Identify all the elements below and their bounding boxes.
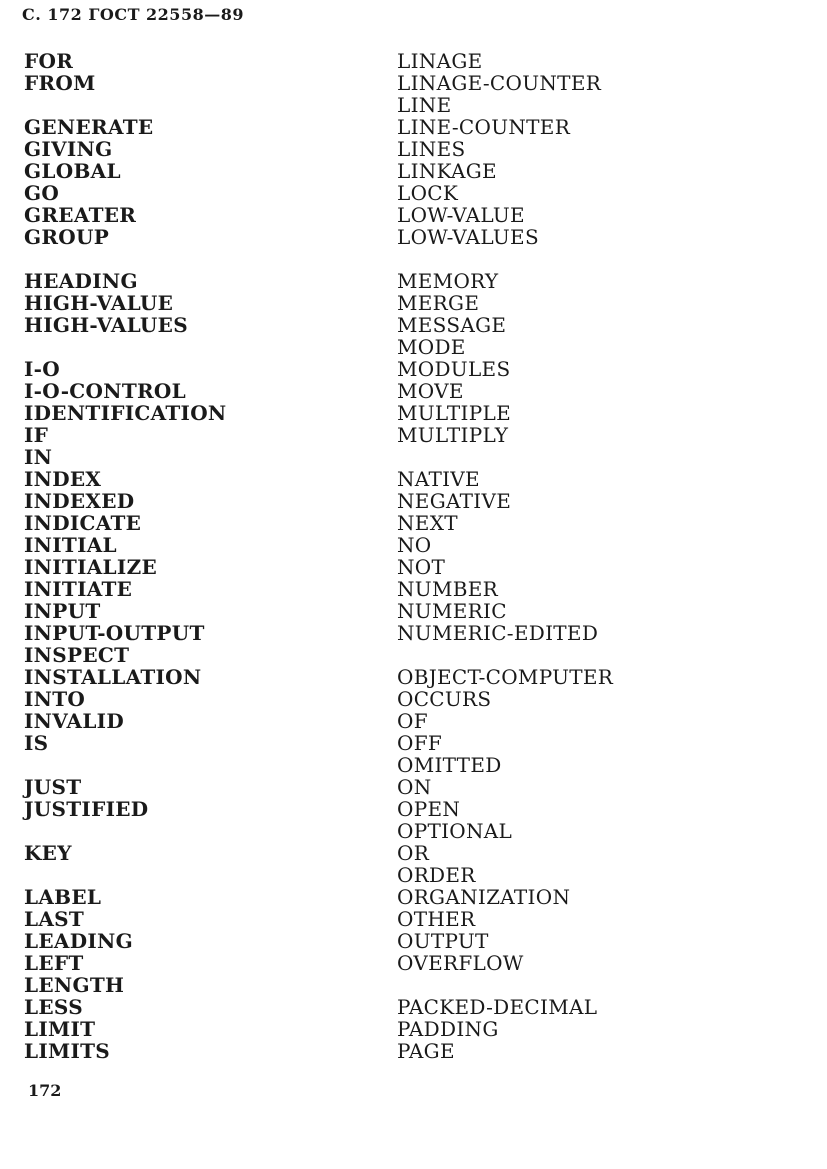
- reserved-word: KEY: [24, 841, 72, 865]
- reserved-word: INTO: [24, 687, 86, 711]
- reserved-word: PADDING: [397, 1017, 499, 1041]
- reserved-word: ON: [397, 775, 432, 799]
- reserved-word: NO: [397, 533, 432, 557]
- section-gap: [24, 754, 364, 776]
- reserved-word: LOW-VALUE: [397, 203, 525, 227]
- reserved-word: MODE: [397, 335, 466, 359]
- reserved-word: OPTIONAL: [397, 819, 513, 843]
- reserved-word: MERGE: [397, 291, 480, 315]
- reserved-word: OPEN: [397, 797, 461, 821]
- reserved-word: MEMORY: [397, 269, 499, 293]
- page-number: 172: [28, 1081, 62, 1100]
- section-gap: [397, 446, 817, 468]
- reserved-word: I-O: [24, 357, 60, 381]
- reserved-word: HEADING: [24, 269, 138, 293]
- reserved-word: LINES: [397, 137, 466, 161]
- reserved-word: IN: [24, 445, 53, 469]
- reserved-word: NEGATIVE: [397, 489, 512, 513]
- reserved-word: GROUP: [24, 225, 110, 249]
- reserved-word: INITIALIZE: [24, 555, 158, 579]
- reserved-word: INVALID: [24, 709, 124, 733]
- reserved-word: LOCK: [397, 181, 459, 205]
- reserved-word: OF: [397, 709, 428, 733]
- reserved-word: IF: [24, 423, 49, 447]
- reserved-word: JUST: [24, 775, 82, 799]
- reserved-word: LABEL: [24, 885, 102, 909]
- reserved-word: GLOBAL: [24, 159, 121, 183]
- reserved-word: OCCURS: [397, 687, 492, 711]
- reserved-word: LAST: [24, 907, 85, 931]
- reserved-word: OMITTED: [397, 753, 502, 777]
- reserved-word: OFF: [397, 731, 443, 755]
- reserved-word: LINAGE-COUNTER: [397, 71, 602, 95]
- section-gap: [24, 94, 364, 116]
- reserved-word: LEADING: [24, 929, 133, 953]
- reserved-word: OBJECT-COMPUTER: [397, 665, 614, 689]
- reserved-word: MODULES: [397, 357, 511, 381]
- section-gap: [397, 248, 817, 270]
- section-gap: [24, 820, 364, 842]
- reserved-word: LOW-VALUES: [397, 225, 539, 249]
- reserved-word: FOR: [24, 49, 74, 73]
- reserved-word: INITIAL: [24, 533, 117, 557]
- reserved-word: LINE: [397, 93, 452, 117]
- reserved-word: INDEX: [24, 467, 102, 491]
- reserved-word: NUMERIC: [397, 599, 507, 623]
- reserved-word: GIVING: [24, 137, 113, 161]
- reserved-word: GO: [24, 181, 60, 205]
- reserved-word: NUMBER: [397, 577, 498, 601]
- reserved-word: PACKED-DECIMAL: [397, 995, 598, 1019]
- reserved-word: LEFT: [24, 951, 84, 975]
- section-gap: [24, 864, 364, 886]
- reserved-word: INSTALLATION: [24, 665, 202, 689]
- reserved-word: GREATER: [24, 203, 137, 227]
- reserved-word: FROM: [24, 71, 96, 95]
- reserved-word: LINAGE: [397, 49, 483, 73]
- reserved-word: MESSAGE: [397, 313, 507, 337]
- reserved-word: INPUT: [24, 599, 101, 623]
- reserved-words-right-column: [397, 50, 817, 1062]
- reserved-word: OVERFLOW: [397, 951, 524, 975]
- reserved-word: I-O-CONTROL: [24, 379, 187, 403]
- reserved-word: LENGTH: [24, 973, 125, 997]
- reserved-word: OTHER: [397, 907, 476, 931]
- reserved-word: MULTIPLE: [397, 401, 511, 425]
- reserved-word: PAGE: [397, 1039, 455, 1063]
- section-gap: [397, 644, 817, 666]
- reserved-word: LIMITS: [24, 1039, 111, 1063]
- reserved-word: INDICATE: [24, 511, 142, 535]
- reserved-word: NEXT: [397, 511, 458, 535]
- reserved-word: IDENTIFICATION: [24, 401, 227, 425]
- reserved-word: INSPECT: [24, 643, 130, 667]
- reserved-word: ORGANIZATION: [397, 885, 571, 909]
- reserved-word: HIGH-VALUES: [24, 313, 188, 337]
- reserved-word: HIGH-VALUE: [24, 291, 174, 315]
- reserved-word: MULTIPLY: [397, 423, 509, 447]
- reserved-word: NATIVE: [397, 467, 480, 491]
- section-gap: [24, 336, 364, 358]
- reserved-word: IS: [24, 731, 49, 755]
- page-header: С. 172 ГОСТ 22558—89: [22, 5, 244, 24]
- reserved-word: LESS: [24, 995, 83, 1019]
- reserved-word: NOT: [397, 555, 446, 579]
- reserved-word: LINKAGE: [397, 159, 497, 183]
- reserved-word: INPUT-OUTPUT: [24, 621, 205, 645]
- section-gap: [24, 248, 364, 270]
- reserved-word: INITIATE: [24, 577, 133, 601]
- reserved-word: LINE-COUNTER: [397, 115, 571, 139]
- reserved-word: MOVE: [397, 379, 464, 403]
- reserved-word: OUTPUT: [397, 929, 489, 953]
- reserved-word: ORDER: [397, 863, 476, 887]
- section-gap: [397, 974, 817, 996]
- reserved-word: INDEXED: [24, 489, 135, 513]
- reserved-word: OR: [397, 841, 430, 865]
- reserved-words-left-column: [24, 50, 364, 1062]
- reserved-word: JUSTIFIED: [24, 797, 149, 821]
- reserved-word: GENERATE: [24, 115, 154, 139]
- reserved-word: LIMIT: [24, 1017, 96, 1041]
- reserved-word: NUMERIC-EDITED: [397, 621, 599, 645]
